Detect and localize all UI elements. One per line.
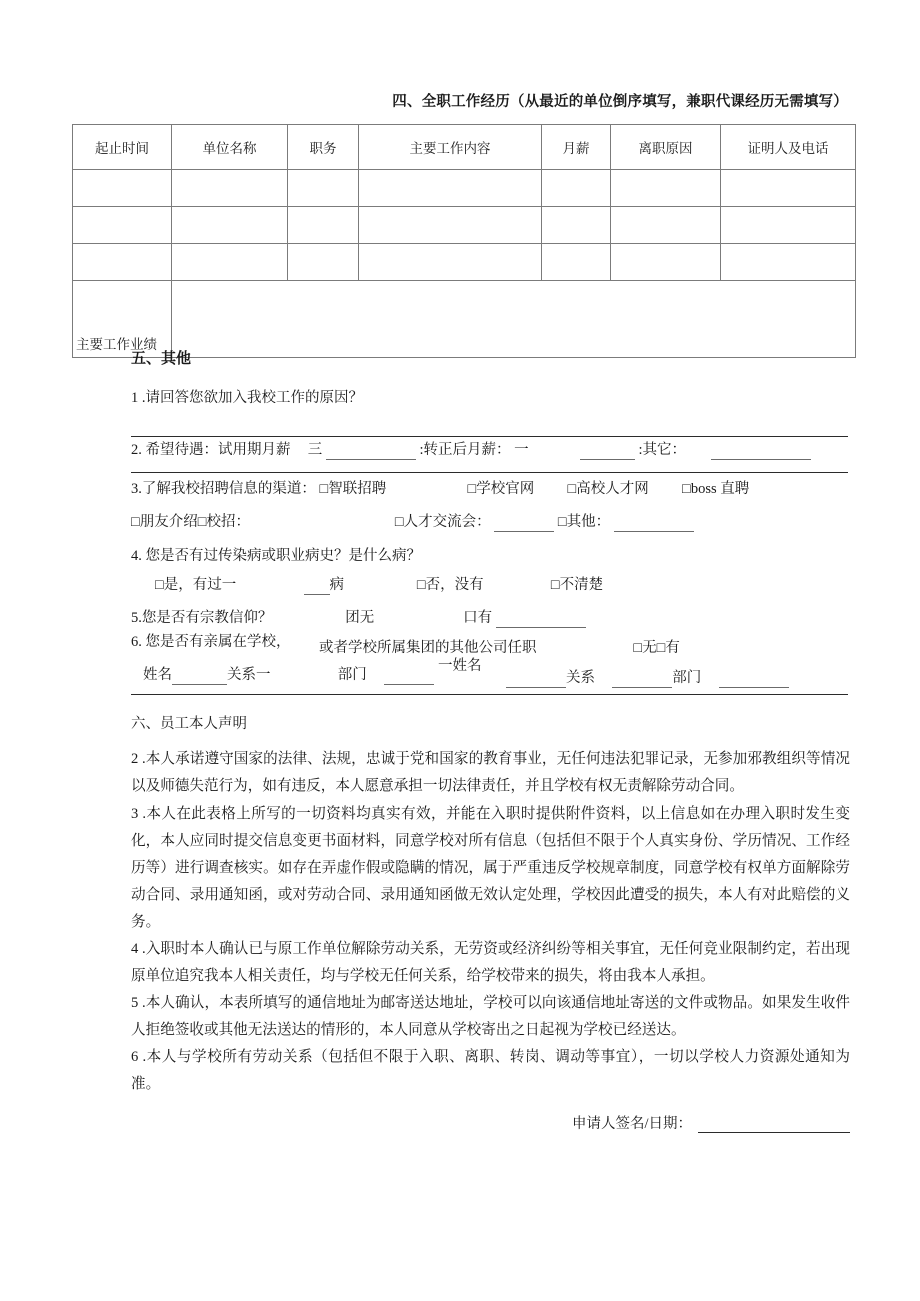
checkbox-school-site[interactable]: □ <box>467 481 477 497</box>
cell-position-2[interactable] <box>288 207 359 244</box>
question-6-label: 6. 您是否有亲属在学校， <box>131 634 291 650</box>
option-label-campus: 校招： <box>206 514 251 530</box>
table-row[interactable] <box>73 244 856 281</box>
option-label-disease-yes: 是，有过 <box>163 577 222 593</box>
signature-label: 申请人签名/日期： <box>571 1116 692 1132</box>
column-header-reference: 证明人及电话 <box>721 125 856 170</box>
cell-reference-1[interactable] <box>721 170 856 207</box>
relative-relation-2-label: 关系 <box>566 670 595 686</box>
column-header-reason: 离职原因 <box>611 125 721 170</box>
performance-label: 主要工作业绩 <box>73 281 172 358</box>
question-4-options-row <box>155 575 885 595</box>
cell-salary-2[interactable] <box>542 207 611 244</box>
checkbox-campus[interactable]: □ <box>197 514 207 530</box>
cell-reference-3[interactable] <box>721 244 856 281</box>
question-3-label: 3.了解我校招聘信息的渠道： <box>131 481 316 497</box>
checkbox-relative-none[interactable]: □ <box>633 640 643 656</box>
other-salary-input[interactable] <box>711 444 811 460</box>
declaration-paragraph-5: 5 .本人确认，本表所填写的通信地址为邮寄送达地址，学校可以向该通信地址寄送的文件或物品。如果发生收件人拒绝签收或其他无法送达的情形的，本人同意从学校寄出之日起视为学校已经送达。 <box>131 995 850 1038</box>
option-label-boss: boss 直聘 <box>690 481 750 497</box>
job-fair-input[interactable] <box>494 516 554 532</box>
checkbox-job-fair[interactable]: □ <box>394 514 404 530</box>
table-row[interactable] <box>73 170 856 207</box>
checkbox-disease-unknown[interactable]: □ <box>550 577 560 593</box>
relative-relation-1-mark: 一 <box>256 667 271 683</box>
checkbox-religion-none[interactable]: 团无 <box>345 610 375 626</box>
checkbox-friend[interactable]: □ <box>131 514 140 530</box>
checkbox-other-channel[interactable]: □ <box>557 514 567 530</box>
question-2-sep-1: :转正后月薪： <box>419 442 511 458</box>
checkbox-relative-yes[interactable]: □ <box>656 640 666 656</box>
question-4-label: 4. 您是否有过传染病或职业病史？是什么病？ <box>131 548 421 564</box>
cell-period-2[interactable] <box>73 207 172 244</box>
cell-reason-1[interactable] <box>611 170 721 207</box>
option-label-friend: 朋友介绍 <box>139 514 198 530</box>
option-label-relative-none: 无 <box>642 640 657 656</box>
question-4-yes-suffix: 病 <box>329 577 345 593</box>
question-5-label: 5.您是否有宗教信仰？ <box>131 610 273 626</box>
column-header-period: 起止时间 <box>73 125 172 170</box>
relative-relation-1-label: 关系 <box>227 667 256 683</box>
table-header-row <box>73 125 856 170</box>
checkbox-zhilian[interactable]: □ <box>319 481 329 497</box>
table-row[interactable] <box>73 207 856 244</box>
relative-name-2-input[interactable] <box>506 672 566 688</box>
other-channel-input[interactable] <box>614 516 694 532</box>
option-label-disease-unknown: 不清楚 <box>559 577 604 593</box>
question-2-prefix: 2. 希望待遇：试用期月薪 <box>131 442 291 458</box>
question-1-label: 1 .请回答您欲加入我校工作的原因？ <box>131 390 363 406</box>
option-label-talent-net: 高校人才网 <box>576 481 649 497</box>
option-label-zhilian: 智联招聘 <box>328 481 387 497</box>
religion-detail-input[interactable] <box>496 612 586 628</box>
cell-position-1[interactable] <box>288 170 359 207</box>
work-experience-table <box>72 124 856 358</box>
question-4-mark: 一 <box>221 577 237 593</box>
question-2-row <box>131 440 861 460</box>
question-2-sep-2: :其它： <box>638 442 687 458</box>
signature-input[interactable] <box>698 1117 850 1133</box>
relative-name-1-input[interactable] <box>172 669 227 685</box>
cell-period-1[interactable] <box>73 170 172 207</box>
column-header-company: 单位名称 <box>172 125 288 170</box>
option-label-school-site: 学校官网 <box>476 481 535 497</box>
question-6-fields-row-3 <box>506 668 920 688</box>
checkbox-disease-yes[interactable]: □ <box>155 577 164 593</box>
question-4-label-row <box>131 546 861 566</box>
regular-salary-input[interactable] <box>580 444 635 460</box>
option-label-other-channel: 其他： <box>566 514 611 530</box>
cell-company-2[interactable] <box>172 207 288 244</box>
cell-reference-2[interactable] <box>721 207 856 244</box>
checkbox-talent-net[interactable]: □ <box>567 481 577 497</box>
cell-duties-2[interactable] <box>359 207 542 244</box>
question-3-row-2 <box>131 512 861 532</box>
relative-dept-1-input[interactable] <box>384 669 434 685</box>
option-label-disease-no: 否，没有 <box>425 577 484 593</box>
relative-name-2-mark: 一 <box>438 658 453 674</box>
question-5-row <box>131 608 861 628</box>
section-5-heading: 五、其他 <box>131 349 192 367</box>
cell-reason-3[interactable] <box>611 244 721 281</box>
declaration-paragraph-2: 2 .本人承诺遵守国家的法律、法规，忠诚于党和国家的教育事业，无任何违法犯罪记录，无参加邪教组织等情况以及师德失范行为，如有违反，本人愿意承担一切法律责任，并且学校有权无责解除劳动合同。 <box>131 751 850 794</box>
cell-duties-3[interactable] <box>359 244 542 281</box>
declaration-paragraph-4: 4 .入职时本人确认已与原工作单位解除劳动关系，无劳资或经济纠纷等相关事宜，无任何竞业限制约定，若出现原单位追究我本人相关责任，均与学校无任何关系，给学校带来的损失，将由我本人承担。 <box>131 941 850 984</box>
checkbox-religion-yes[interactable]: 口有 <box>463 610 493 626</box>
question-2-rule <box>131 472 848 473</box>
column-header-position: 职务 <box>288 125 359 170</box>
cell-salary-3[interactable] <box>542 244 611 281</box>
relative-name-2-label: 姓名 <box>452 658 482 674</box>
cell-company-3[interactable] <box>172 244 288 281</box>
cell-salary-1[interactable] <box>542 170 611 207</box>
question-6-row-cont <box>319 638 920 658</box>
question-2-mark-1: 三 <box>307 442 323 458</box>
performance-row <box>73 281 856 358</box>
signature-row <box>131 1112 850 1133</box>
question-3-row-1 <box>131 479 861 499</box>
checkbox-boss[interactable]: □ <box>682 481 691 497</box>
declaration-paragraph-6: 6 .本人与学校所有劳动关系（包括但不限于入职、离职、转岗、调动等事宜），一切以学校人力资源处通知为准。 <box>131 1049 850 1092</box>
cell-position-3[interactable] <box>288 244 359 281</box>
question-1-answer-rule[interactable] <box>131 436 848 437</box>
relative-dept-2-input[interactable] <box>719 672 789 688</box>
cell-duties-1[interactable] <box>359 170 542 207</box>
declaration-paragraph-3: 3 .本人在此表格上所写的一切资料均真实有效，并能在入职时提供附件资料，以上信息如在办理入职时发生变化，本人应同时提交信息变更书面材料，同意学校对所有信息（包括但不限于个人真实身份、学历情况、工作经历等）进行调查核实。如存在弄虚作假或隐瞒的情况，属于严重违反学校规章制度，同意学校有权单方面解除劳动合同、录用通知函，或对劳动合同、录用通知函做无效认定处理，学校因此遭受的损失，本人有对此赔偿的义务。 <box>131 806 850 930</box>
relative-dept-2-label: 部门 <box>672 670 702 686</box>
cell-company-1[interactable] <box>172 170 288 207</box>
option-label-job-fair: 人才交流会： <box>403 514 491 530</box>
section-4-heading: 四、全职工作经历（从最近的单位倒序填写，兼职代课经历无需填写） <box>392 94 848 110</box>
cell-reason-2[interactable] <box>611 207 721 244</box>
column-header-salary: 月薪 <box>542 125 611 170</box>
relative-relation-2-input[interactable] <box>612 672 672 688</box>
question-6-label-cont: 或者学校所属集团的其他公司任职 <box>319 640 537 656</box>
relative-name-1-label: 姓名 <box>143 667 172 683</box>
relative-dept-1-label: 部门 <box>337 667 367 683</box>
performance-input[interactable] <box>172 281 856 358</box>
section-6-heading: 六、员工本人声明 <box>131 716 247 732</box>
section-5-bottom-rule <box>131 694 848 695</box>
option-label-relative-yes: 有 <box>665 640 680 656</box>
checkbox-disease-no[interactable]: □ <box>416 577 426 593</box>
cell-period-3[interactable] <box>73 244 172 281</box>
probation-salary-input[interactable] <box>326 444 416 460</box>
disease-name-input[interactable] <box>304 579 330 595</box>
column-header-duties: 主要工作内容 <box>359 125 542 170</box>
question-2-mark-2: 一 <box>514 442 529 458</box>
